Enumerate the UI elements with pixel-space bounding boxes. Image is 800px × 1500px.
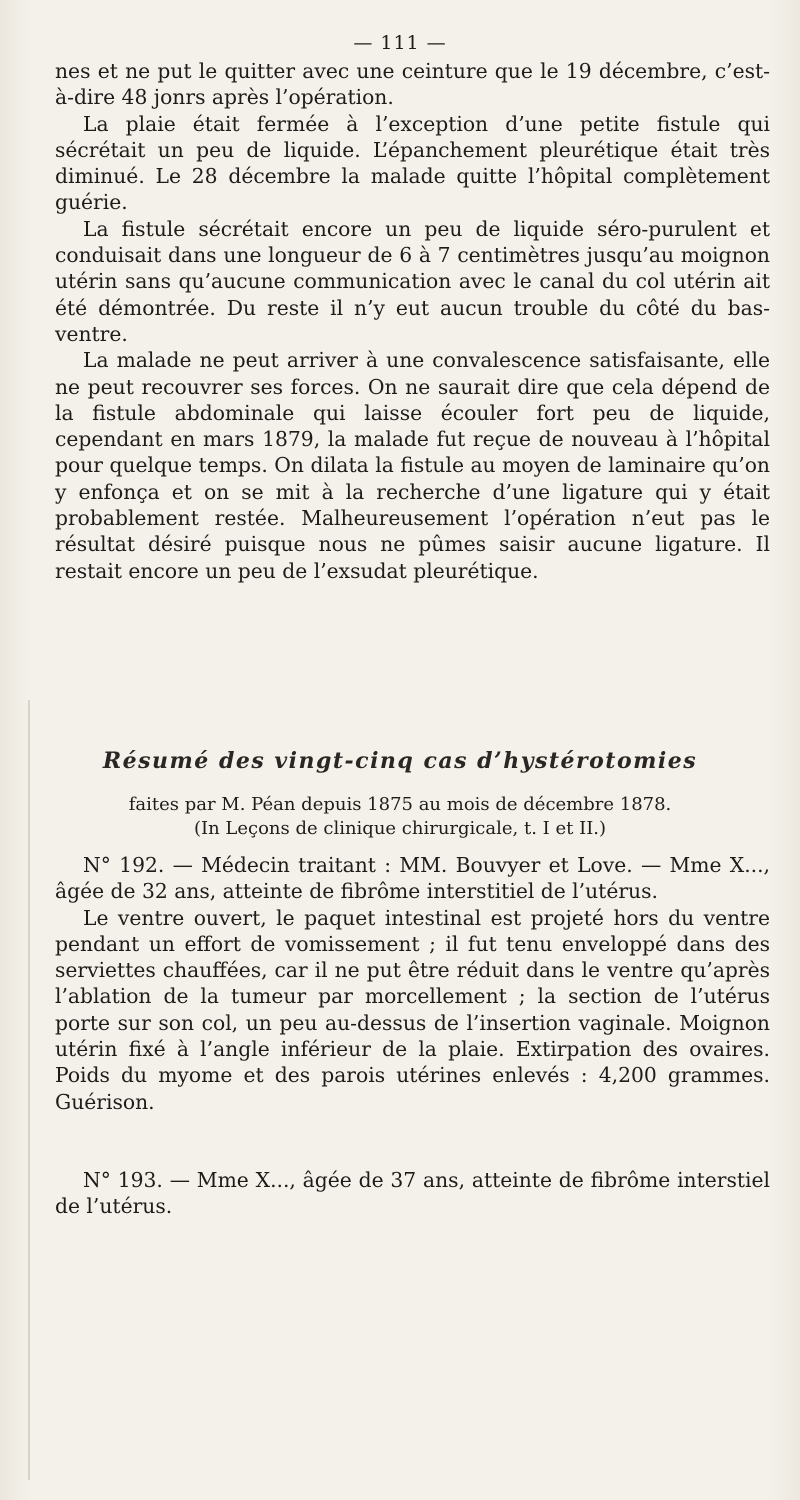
body-text	[55, 58, 770, 584]
paragraph: La malade ne peut arriver à une convalescence satisfaisante, elle ne peut recouvrer ses forces. On ne saurait dire que cela dépend de la fistule abdominale qui laisse écouler fort peu de liquide, cependant en mars 1879, la malade fut reçue de nouveau à l’hôpital pour quelque temps. On dilata la fistule au moyen de laminaire qu’on y enfonça et on se mit à la recherche d’une ligature qui y était probablement restée. Malheureusement l’opération n’eut pas le résultat désiré puisque nous ne pûmes saisir aucune ligature. Il restait encore un peu de l’exsudat pleurétique.	[55, 348, 770, 583]
paragraph: La fistule sécrétait encore un peu de liquide séro-purulent et conduisait dans une longueur de 6 à 7 centimètres jusqu’au moignon utérin sans qu’aucune communication avec le canal du col utérin ait été démontrée. Du reste il n’y eut aucun trouble du côté du bas-ventre.	[55, 216, 770, 346]
paragraph: La plaie était fermée à l’exception d’une petite fistule qui sécrétait un peu de liquide. L’épanchement pleurétique était très diminué. Le 28 décembre la malade quitte l’hôpital complètement guérie.	[55, 111, 770, 215]
paragraph: nes et ne put le quitter avec une ceinture que le 19 décembre, c’est-à-dire 48 jonrs après l’opération.	[55, 59, 770, 110]
section-heading: Résumé des vingt-cinq cas d’hystérotomies	[102, 748, 698, 774]
section-subtitle: faites par M. Péan depuis 1875 au mois de décembre 1878.	[128, 794, 672, 815]
case-header: N° 193. — Mme X..., âgée de 37 ans, atteinte de fibrôme interstiel de l’utérus.	[55, 1168, 770, 1219]
case-193	[55, 1167, 770, 1220]
case-header: N° 192. — Médecin traitant : MM. Bouvyer et Love. — Mme X..., âgée de 32 ans, atteinte de fibrôme interstitiel de l’utérus.	[55, 853, 770, 904]
case-description: Le ventre ouvert, le paquet intestinal est projeté hors du ventre pendant un effort de vomissement ; il fut tenu enveloppé dans des serviettes chauffées, car il ne put être réduit dans le ventre qu’après l’ablation de la tumeur par morcellement ; la section de l’utérus porte sur son col, un peu au-dessus de l’insertion vaginale. Moignon utérin fixé à l’angle inférieur de la plaie. Extirpation des ovaires. Poids du myome et des parois utérines enlevés : 4,200 grammes. Guérison.	[55, 905, 770, 1114]
page-edge-shadow	[28, 700, 30, 1480]
section-source: (In Leçons de clinique chirurgicale, t. I et II.)	[193, 818, 607, 839]
case-192	[55, 852, 770, 1115]
page-number: — 111 —	[353, 32, 447, 54]
